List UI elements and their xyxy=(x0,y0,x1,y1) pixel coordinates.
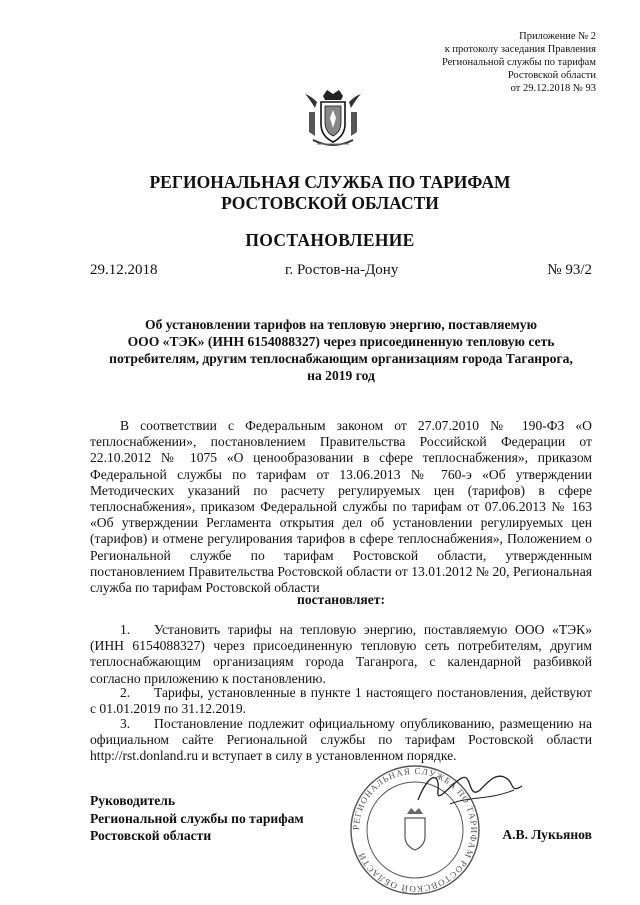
resolves-heading: постановляет: xyxy=(297,592,385,607)
seal-emblem-icon xyxy=(405,818,425,850)
signer-name: А.В. Лукьянов xyxy=(502,827,592,842)
signer-title xyxy=(90,792,350,845)
annex-line: Ростовской области xyxy=(507,70,596,81)
annex-line: Приложение № 2 xyxy=(519,31,596,42)
subject-line: на 2019 год xyxy=(307,368,375,383)
resolution-item xyxy=(90,685,592,717)
subject-line: ООО «ТЭК» (ИНН 6154088327) через присоединенную тепловую сеть xyxy=(127,334,555,349)
subject-line: потребителям, другим теплоснабжающим организациям города Таганрога, xyxy=(109,351,573,366)
item-text: Установить тарифы на тепловую энергию, поставляемую ООО «ТЭК» (ИНН 6154088327) через присоединенную тепловую сеть потребителям, другим теплоснабжающим организациям города Таганрога, с календарной разбивкой согласно приложению к постановлению. xyxy=(90,622,592,686)
document-subject xyxy=(90,316,592,384)
annex-line: Региональной службы по тарифам xyxy=(441,57,596,68)
agency-name-line: РОСТОВСКОЙ ОБЛАСТИ xyxy=(221,193,439,213)
annex-line: от 29.12.2018 № 93 xyxy=(510,83,596,94)
resolution-item xyxy=(90,622,592,687)
annex-note xyxy=(366,30,596,95)
document-type: ПОСТАНОВЛЕНИЕ xyxy=(245,230,415,250)
date-line xyxy=(90,262,592,282)
item-number: 3. xyxy=(120,716,131,731)
seal-text: РЕГИОНАЛЬНАЯ СЛУЖБА ПО ТАРИФАМ РОСТОВСКОЙ ОБЛАСТИ xyxy=(350,765,480,895)
agency-name xyxy=(60,172,600,214)
document-number: № 93/2 xyxy=(547,262,592,278)
document-city: г. Ростов-на-Дону xyxy=(285,262,399,278)
resolution-item xyxy=(90,716,592,765)
annex-line: к протоколу заседания Правления xyxy=(444,44,596,55)
agency-name-line: РЕГИОНАЛЬНАЯ СЛУЖБА ПО ТАРИФАМ xyxy=(149,172,511,192)
signer-title-line: Руководитель xyxy=(90,793,176,808)
signer-title-line: Региональной службы по тарифам xyxy=(90,810,304,826)
coat-of-arms-icon xyxy=(301,88,365,150)
preamble-paragraph: В соответствии с Федеральным законом от 27.07.2010 № 190-ФЗ «О теплоснабжении», постановлением Правительства Российской Федерации от 22.10.2012 № 1075 «О ценообразовании в сфере теплоснабжения», приказом Федеральной службы по тарифам от 13.06.2013 № 760-э «Об утверждении Методических указаний по расчету регулируемых цен (тарифов) в сфере теплоснабжения», приказом Федеральной службы по тарифам от 07.06.2013 № 163 «Об утверждении Регламента открытия дел об установлении регулируемых цен (тарифов) и отмене регулирования тарифов в сфере теплоснабжения», Положением о Региональной службе по тарифам Ростовской области, утвержденным постановлением Правительства Ростовской области от 13.01.2012 № 20, Региональная служба по тарифам Ростовской области xyxy=(90,418,592,596)
item-number: 2. xyxy=(120,685,131,700)
document-date: 29.12.2018 xyxy=(90,262,158,278)
subject-line: Об установлении тарифов на тепловую энергию, поставляемую xyxy=(145,317,537,332)
signature-icon xyxy=(410,760,530,820)
signer-title-line: Ростовской области xyxy=(90,828,212,843)
item-text: Тарифы, установленные в пункте 1 настоящего постановления, действуют с 01.01.2019 по 31.12.2019. xyxy=(90,685,592,717)
item-number: 1. xyxy=(120,622,131,637)
item-text: Постановление подлежит официальному опубликованию, размещению на официальном сайте Региональной службы по тарифам Ростовской области http://rst.donland.ru и вступает в силу в установленном порядке. xyxy=(90,716,592,764)
